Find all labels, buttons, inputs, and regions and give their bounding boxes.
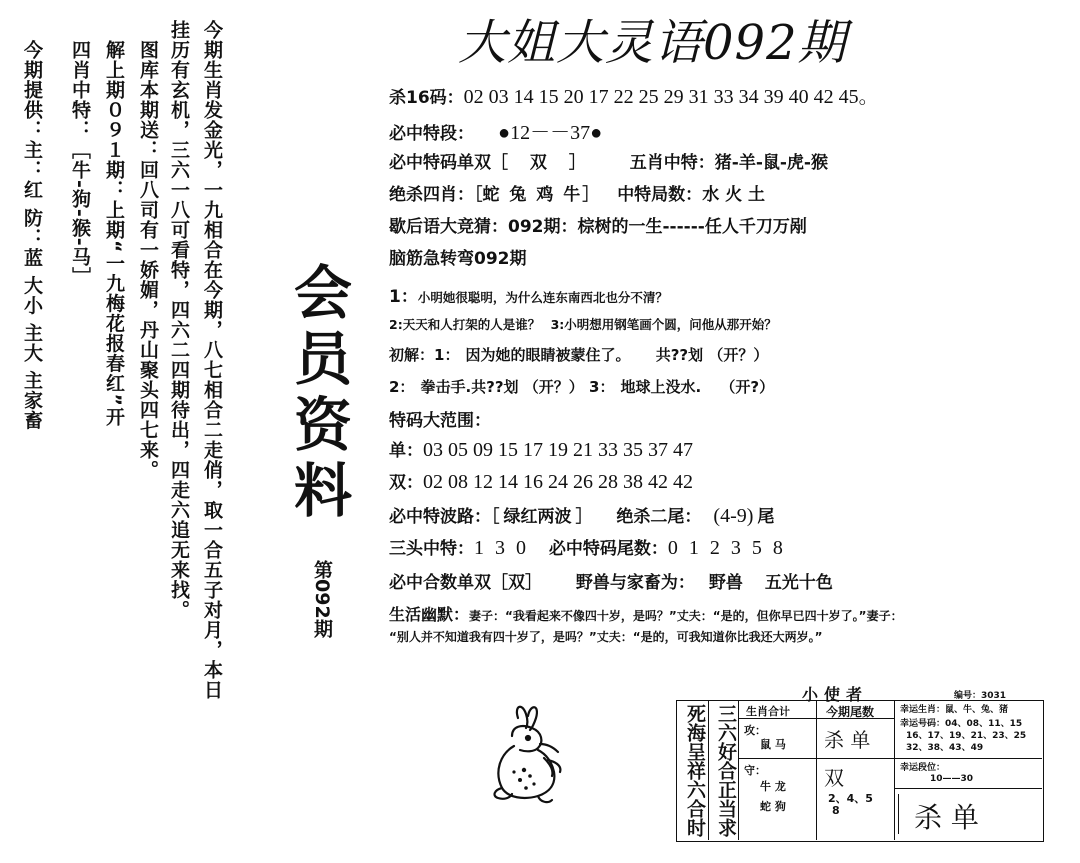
weishu-label: 必中特码尾数： bbox=[548, 539, 668, 559]
sha16-line bbox=[389, 80, 879, 109]
bolu-label: 必中特波路：［ bbox=[389, 507, 500, 527]
naojin-line bbox=[389, 244, 527, 269]
shadan-text: 杀 单 bbox=[824, 728, 871, 752]
left-col-6: 今期提供：主：红 防：蓝 大小 主大 主家畜 bbox=[21, 40, 43, 431]
jueshaer-unit: 尾 bbox=[757, 507, 775, 527]
chujie-1-number: 1： bbox=[434, 346, 460, 364]
chujie-1-text: 因为她的眼睛被蒙住了。 bbox=[465, 346, 631, 364]
xiehou-line bbox=[389, 212, 807, 237]
bolu-value: 绿红两波 bbox=[503, 507, 572, 527]
bolu-close: ］ bbox=[575, 507, 593, 527]
xiehou-issue: 092期： bbox=[508, 217, 578, 237]
naojin-label: 脑筋急转弯092期 bbox=[389, 249, 527, 269]
lucky-nums-1: 04、08、11、15 bbox=[945, 719, 1023, 729]
big-shadan: 杀 单 bbox=[914, 801, 979, 834]
col-weishu: 今期尾数 bbox=[826, 705, 875, 719]
yeshou-value: 野兽 bbox=[708, 573, 743, 593]
bizhong-duan-value: ●12－－37● bbox=[498, 122, 603, 144]
lucky-nums-2: 16、17、19、21、23、25 bbox=[906, 731, 1027, 741]
q1-line bbox=[389, 282, 668, 307]
dan-nums: 03 05 09 15 17 19 21 33 35 37 47 bbox=[423, 439, 693, 461]
shou-label: 守： bbox=[744, 764, 766, 777]
rabbit-illustration bbox=[478, 700, 588, 810]
lucky-zodiac: 幸运生肖：鼠、牛、兔、猪 bbox=[900, 705, 1009, 715]
wuguang-text: 五光十色 bbox=[764, 573, 833, 593]
youmo-text-1: 妻子：“我看起来不像四十岁，是吗？”丈夫：“是的，但你早已四十岁了。”妻子： bbox=[469, 609, 903, 623]
issue-number: 第092期 bbox=[311, 560, 333, 638]
jueshasi-value: 蛇 兔 鸡 牛 bbox=[482, 185, 583, 205]
left-col-2: 挂历有玄机，三六一八可看特，四六二四期待出，四走六追无来找。 bbox=[168, 20, 190, 620]
shuang-label: 双： bbox=[389, 473, 423, 493]
bizhong-duan-line bbox=[389, 116, 602, 145]
lucky-duan-value: 10——30 bbox=[930, 774, 974, 784]
santou-line bbox=[389, 534, 786, 560]
chujie-3-text: 地球上没水. bbox=[620, 378, 702, 396]
shuang-nums: 02 08 12 14 16 24 26 28 38 42 42 bbox=[423, 471, 693, 493]
jushu-value: 水 火 土 bbox=[702, 185, 766, 205]
shou-value-2: 蛇 狗 bbox=[760, 800, 786, 813]
bolu-line bbox=[389, 502, 774, 528]
youmo-line-2 bbox=[389, 628, 823, 645]
weishu-value: 0 1 2 3 5 8 bbox=[667, 537, 786, 559]
danshuang-value: 双 bbox=[529, 153, 547, 173]
youmo-line-1 bbox=[389, 602, 903, 625]
chujie-2-number: 2： bbox=[389, 378, 415, 396]
fanwei-label: 特码大范围： bbox=[389, 411, 491, 431]
danshuang-line bbox=[389, 148, 828, 173]
left-col-4: 解上期０９１期：上期“一九梅花报春红”开 bbox=[103, 40, 125, 427]
danshuang-label: 必中特码单双［ bbox=[389, 153, 508, 173]
xiehou-label: 歇后语大竞猜： bbox=[389, 217, 508, 237]
fanwei-line bbox=[389, 406, 491, 431]
vertical-phrase-2: 三六好合正当求 bbox=[715, 704, 737, 837]
santou-label: 三头中特： bbox=[389, 539, 474, 559]
jueshaer-value: (4-9) bbox=[713, 505, 754, 527]
wuxiao-value: 猪-羊-鼠-虎-猴 bbox=[714, 153, 828, 173]
yeshou-label: 野兽与家畜为： bbox=[575, 573, 695, 593]
gong-value: 鼠 马 bbox=[760, 738, 786, 751]
jueshasi-line bbox=[389, 180, 765, 205]
info-table bbox=[676, 685, 1048, 850]
left-col-3: 图库本期送：回八司有一娇媚，丹山聚头四七来。 bbox=[137, 40, 159, 480]
col-shengxiao: 生肖合计 bbox=[746, 705, 790, 718]
youmo-text-2: “别人并不知道我有四十岁了，是吗？”丈夫：“是的，可我知道你比我还大两岁。” bbox=[389, 630, 823, 644]
youmo-label: 生活幽默： bbox=[389, 605, 470, 624]
left-col-1: 今期生肖发金光，一九相合在今期，八七相合二走俏，取一合五子对月，本日 bbox=[201, 20, 223, 700]
santou-value: 1 3 0 bbox=[474, 537, 529, 559]
shou-value-1: 牛 龙 bbox=[760, 780, 786, 793]
chujie-2-text: 拳击手. bbox=[420, 378, 472, 396]
dan-line bbox=[389, 436, 693, 462]
weishu-nums: 2、4、5 bbox=[828, 792, 873, 805]
jueshasi-close: ］ bbox=[582, 185, 600, 205]
jueshaer-label: 绝杀二尾： bbox=[616, 507, 702, 527]
lucky-nums-3: 32、38、43、49 bbox=[906, 743, 984, 753]
q2q3-line bbox=[389, 315, 777, 333]
left-col-5: 四肖中特：［牛-狗-猴-马］ bbox=[69, 40, 91, 287]
member-title: 会员资料 bbox=[284, 262, 352, 526]
lucky-nums-label-text: 幸运号码： bbox=[900, 719, 946, 729]
xiehou-question: 棕树的一生------ bbox=[577, 217, 705, 237]
chujie-3-number: 3： bbox=[589, 378, 615, 396]
q2-text: 2:天天和人打架的人是谁？ bbox=[389, 317, 541, 332]
table-divider-3 bbox=[816, 700, 817, 840]
heshu-value: 双 bbox=[508, 573, 525, 593]
table-mid-line bbox=[738, 758, 1042, 759]
danshuang-close: ］ bbox=[568, 153, 586, 173]
sha16-label: 杀16码： bbox=[389, 88, 464, 108]
weishu-nums-2: 8 bbox=[832, 804, 840, 817]
q3-text: 3:小明想用钢笔画个圆，问他从那开始？ bbox=[550, 317, 777, 332]
table-serial: 编号：3031 bbox=[954, 691, 1007, 701]
chujie-2-hint: 共??划 （开？） bbox=[471, 378, 584, 396]
chujie-1-hint: 共??划 （开？） bbox=[655, 346, 769, 364]
chujie-line-2 bbox=[389, 376, 774, 397]
chujie-3-hint: （开?） bbox=[720, 378, 775, 396]
shuang-line bbox=[389, 468, 693, 494]
wuxiao-label: 五肖中特： bbox=[629, 153, 715, 173]
page-title: 大姐大灵语092期 bbox=[458, 15, 847, 71]
chujie-label: 初解： bbox=[389, 346, 435, 364]
sha16-nums: 02 03 14 15 20 17 22 25 29 31 33 34 39 40 42 45。 bbox=[463, 86, 879, 108]
table-divider-4 bbox=[894, 700, 895, 840]
jueshasi-label: 绝杀四肖：［ bbox=[389, 185, 483, 205]
heshu-label: 必中合数单双［ bbox=[389, 573, 508, 593]
lucky-duan-label: 幸运段位： bbox=[900, 763, 946, 773]
dan-label: 单： bbox=[389, 441, 423, 461]
table-title: 小使者 bbox=[802, 685, 869, 704]
q1-text: 小明她很聪明，为什么连东南西北也分不清？ bbox=[417, 290, 668, 305]
jushu-label: 中特局数： bbox=[617, 185, 703, 205]
vertical-phrase-1: 死海呈祥六合时 bbox=[684, 704, 706, 837]
bizhong-duan-label: 必中特段： bbox=[389, 124, 474, 144]
table-lower-line bbox=[894, 788, 1042, 789]
heshu-line bbox=[389, 568, 833, 593]
gong-label: 攻： bbox=[744, 724, 766, 737]
q1-number: 1： bbox=[389, 287, 418, 307]
xiehou-answer: 任人千刀万剐 bbox=[704, 217, 807, 237]
shuang-text: 双 bbox=[824, 766, 844, 790]
heshu-close: ］ bbox=[525, 573, 542, 593]
chujie-line-1 bbox=[389, 344, 768, 365]
